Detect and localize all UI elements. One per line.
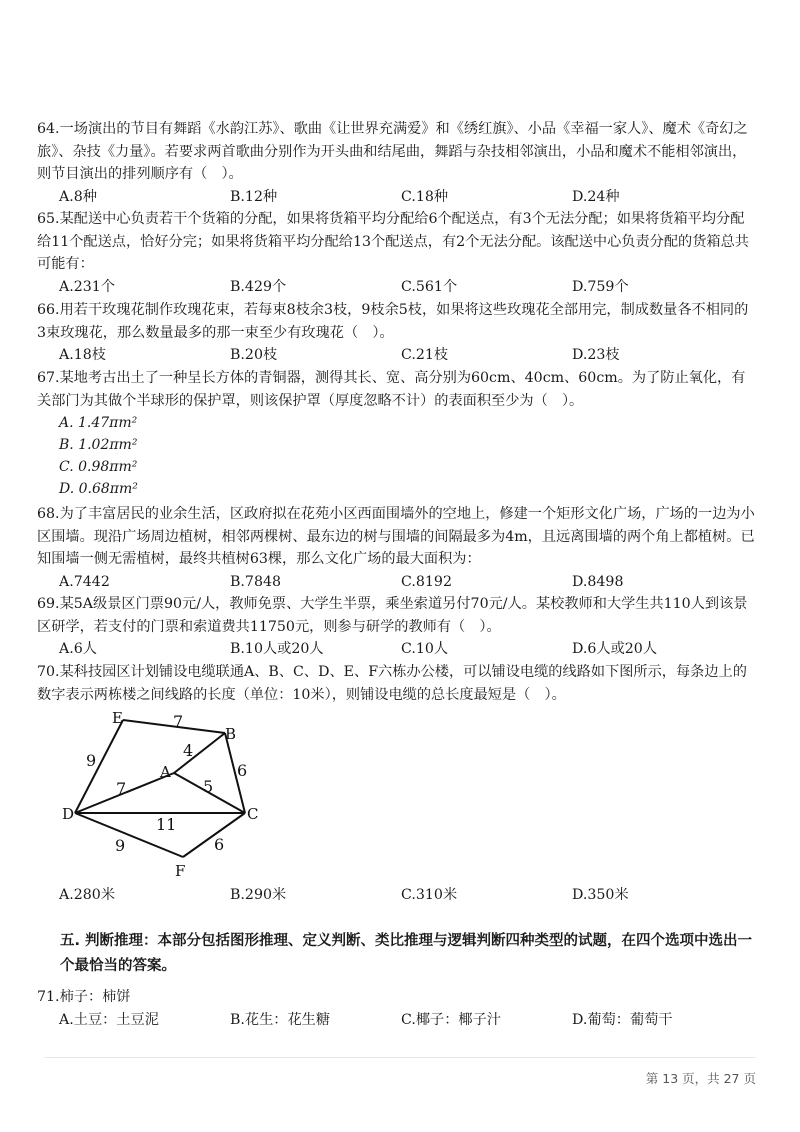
- question-66: [37, 299, 757, 367]
- option-b[interactable]: B.7848: [230, 573, 282, 590]
- option-a[interactable]: A.280米: [59, 887, 116, 903]
- question-67: [37, 367, 757, 500]
- option-c[interactable]: C.21枝: [401, 347, 449, 363]
- option-b[interactable]: B.20枝: [230, 347, 278, 363]
- edge-weight-ab: 4: [183, 741, 194, 760]
- options-row: [59, 1009, 757, 1032]
- edge-weight-bc: 6: [237, 761, 248, 780]
- edge-weight-df: 9: [115, 836, 126, 855]
- option-a[interactable]: A.7442: [59, 573, 110, 590]
- question-65: [37, 208, 757, 298]
- question-stem: 65.某配送中心负责若干个货箱的分配，如果将货箱平均分配给6个配送点，有3个无法分配；如果将货箱平均分配给11个配送点，恰好分完；如果将货箱平均分配给13个配送点，有2个无法分配。该配送中心负责分配的货箱总共可能有：: [37, 211, 749, 272]
- question-stem: 67.某地考古出土了一种呈长方体的青铜器，测得其长、宽、高分别为60cm、40cm、60cm。为了防止氧化，有关部门为其做个半球形的保护罩，则该保护罩（厚度忽略不计）的表面积至少为（ ）。: [37, 370, 746, 409]
- question-stem: 69.某5A级景区门票90元/人，教师免票、大学生半票，乘坐索道另付70元/人。某校教师和大学生共110人到该景区研学，若支付的门票和索道费共11750元，则参与研学的教师有（ ）。: [37, 596, 748, 635]
- question-70-options: [37, 884, 757, 907]
- option-b[interactable]: B.10人或20人: [230, 641, 324, 657]
- option-c[interactable]: C.561个: [401, 278, 458, 295]
- node-label-f: F: [175, 862, 186, 880]
- options-row: [59, 344, 757, 367]
- option-a[interactable]: A.231个: [59, 278, 116, 295]
- question-71: [37, 986, 757, 1031]
- option-a[interactable]: A.18枝: [59, 347, 106, 363]
- options-row: [59, 186, 757, 209]
- options-row: [59, 884, 757, 907]
- question-stem: 66.用若干玫瑰花制作玫瑰花束，若每束8枝余3枝，9枝余5枝，如果将这些玫瑰花全部用完，制成数量各不相同的3束玫瑰花，那么数量最多的那一束至少有玫瑰花（ ）。: [37, 302, 749, 341]
- option-c[interactable]: C.310米: [401, 887, 458, 903]
- options-row: [59, 638, 757, 661]
- edge-ed: [75, 720, 123, 813]
- option-a[interactable]: A. 1.47πm²: [59, 415, 138, 431]
- option-c[interactable]: C.8192: [401, 573, 452, 590]
- option-a[interactable]: A.土豆：土豆泥: [59, 1011, 159, 1028]
- question-69: [37, 593, 757, 661]
- option-d[interactable]: D.6人或20人: [572, 641, 658, 657]
- node-label-b: B: [225, 725, 237, 743]
- node-label-e: E: [112, 709, 123, 727]
- question-stem: 68.为了丰富居民的业余生活，区政府拟在花苑小区西面围墙外的空地上，修建一个矩形文化广场，广场的一边为小区围墙。现沿广场周边植树，相邻两棵树、最东边的树与围墙的间隔最多为4m，且远离围墙的两个角上都植树。已知围墙一侧无需植树，最终共植树63棵，那么文化广场的最大面积为：: [37, 506, 755, 567]
- edge-ab: [174, 733, 225, 773]
- option-c[interactable]: C.椰子：椰子汁: [401, 1011, 501, 1028]
- option-b[interactable]: B.290米: [230, 887, 287, 903]
- option-d[interactable]: D.8498: [572, 573, 624, 590]
- option-d[interactable]: D.350米: [572, 887, 629, 903]
- node-label-d: D: [62, 805, 75, 823]
- options-column: [59, 412, 757, 500]
- option-a[interactable]: A.8种: [59, 188, 97, 205]
- edge-weight-fc: 6: [214, 835, 225, 854]
- question-stem: 64.一场演出的节目有舞蹈《水韵江苏》、歌曲《让世界充满爱》和《绣红旗》、小品《幸福一家人》、魔术《奇幻之旅》、杂技《力量》。若要求两首歌曲分别作为开头曲和结尾曲，舞蹈与杂技相邻演出，小品和魔术不能相邻演出，则节目演出的排列顺序有（ ）。: [37, 121, 748, 182]
- question-stem: 71.柿子：柿饼: [37, 989, 131, 1005]
- option-d[interactable]: D. 0.68πm²: [59, 481, 138, 497]
- option-b[interactable]: B.花生：花生糖: [230, 1011, 331, 1028]
- option-b[interactable]: B. 1.02πm²: [59, 437, 138, 453]
- node-label-a: A: [160, 763, 171, 781]
- options-row: [59, 276, 757, 299]
- edge-weight-dc: 11: [156, 815, 177, 834]
- option-c[interactable]: C.18种: [401, 188, 449, 205]
- edge-weight-da: 7: [116, 779, 127, 798]
- edge-weight-eb: 7: [173, 712, 184, 731]
- option-d[interactable]: D.24种: [572, 188, 620, 205]
- option-a[interactable]: A.6人: [59, 641, 97, 657]
- question-70: [37, 661, 757, 706]
- option-d[interactable]: D.23枝: [572, 347, 620, 363]
- edge-weight-ed: 9: [86, 751, 97, 770]
- footer-divider: [44, 1057, 756, 1058]
- page-number: 第 13 页，共 27 页: [645, 1071, 756, 1086]
- node-label-c: C: [247, 805, 259, 823]
- question-64: [37, 118, 757, 208]
- question-stem: 70.某科技园区计划铺设电缆联通A、B、C、D、E、F六栋办公楼，可以铺设电缆的线路如下图所示，每条边上的数字表示两栋楼之间线路的长度（单位：10米），则铺设电缆的总长度最短是（ ）。: [37, 664, 747, 703]
- option-c[interactable]: C. 0.98πm²: [59, 459, 138, 475]
- option-d[interactable]: D.葡萄：葡萄干: [572, 1011, 673, 1028]
- options-row: [59, 571, 757, 594]
- question-68: [37, 503, 757, 593]
- option-b[interactable]: B.12种: [230, 188, 278, 205]
- option-b[interactable]: B.429个: [230, 278, 287, 295]
- cable-network-diagram: [50, 708, 280, 883]
- edge-weight-ac: 5: [203, 777, 214, 796]
- section-heading: 五. 判断推理：本部分包括图形推理、定义判断、类比推理与逻辑判断四种类型的试题，在四个选项中选出一个最恰当的答案。: [60, 933, 753, 974]
- option-c[interactable]: C.10人: [401, 641, 449, 657]
- option-d[interactable]: D.759个: [572, 278, 629, 295]
